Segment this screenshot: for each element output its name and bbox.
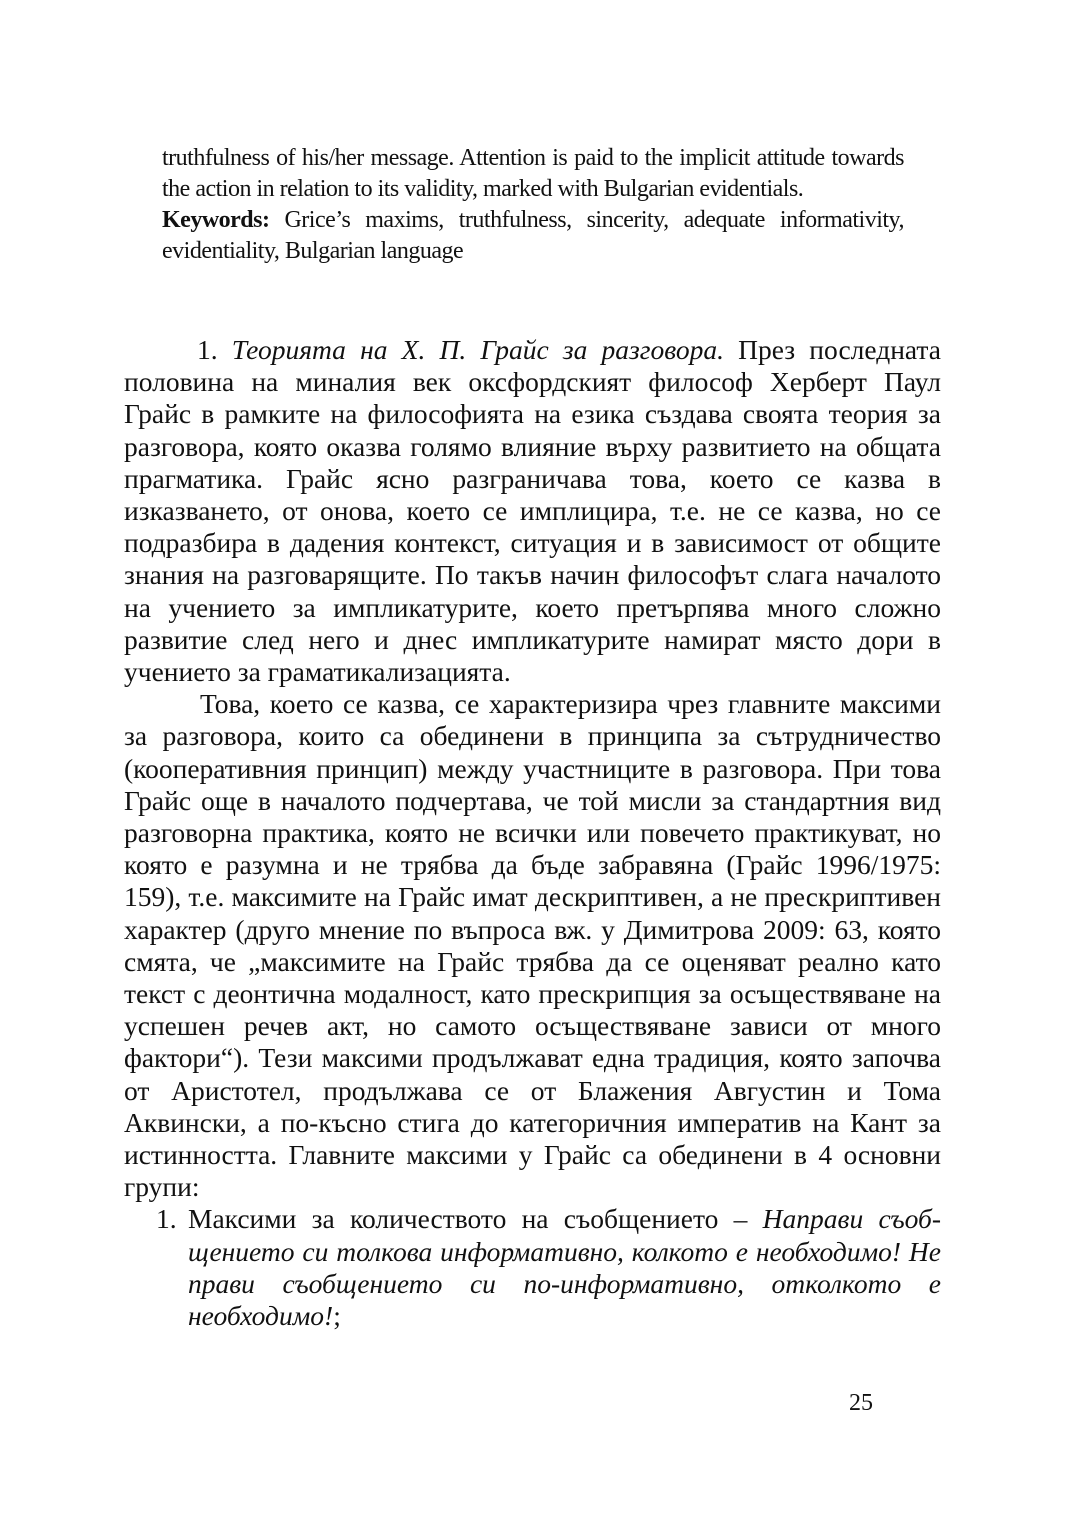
maxims-list bbox=[124, 1203, 941, 1332]
page-number: 25 bbox=[849, 1390, 873, 1416]
list-item-text: Максими за количеството на съобщението – bbox=[188, 1203, 763, 1235]
paragraph-1-text: През последната половина на миналия век оксфордският философ Херберт Паул Грайс в рамките на философията на езика създава своята теория за разговора, която оказва голямо влияние върху развитието на общата прагматика. Грайс ясно разграничава това, което се казва в изказването, от онова, което се имплицира, т.е. не се казва, но се подразбира в дадения контекст, ситуация и в зависимост от общите знания на разговарящите. По такъв начин философът слага началото на учението за импликатурите, което претърпява много сложно развитие след него и днес импликатурите намират място дори в учението за граматикализацията. bbox=[124, 334, 941, 688]
paragraph-1 bbox=[124, 334, 941, 688]
abstract-block bbox=[162, 143, 904, 267]
abstract-text: truthfulness of his/her message. Attention is paid to the implicit attitude towards the action in relation to its validity, marked with Bulgarian evidentials. bbox=[162, 145, 904, 202]
main-text bbox=[124, 334, 941, 1332]
paragraph-2: Това, което се казва, се характеризира чрез главните максими за разговора, които са обединени в принципа за сътрудничество (кооперативния принцип) между участниците в разговора. При това Грайс още в началото подчертава, че той мисли за стандартния вид разговорна практика, която не всички или повечето практикуват, но която е разумна и не трябва да бъде забравяна (Грайс 1996/1975: 159), т.е. максимите на Грайс имат дескриптивен, а не прескриптивен характер (друго мнение по въпроса вж. у Димитрова 2009: 63, която смята, че „максимите на Грайс трябва да се оценяват реално като текст с деонтична модалност, като прескрипция за осъществяване на успешен речев акт, но самото осъществяване зависи от много фактори“). Тези максими продължават една традиция, която започва от Аристотел, продължава се от Блажения Августин и Тома Аквински, а по-късно стига до категоричния императив на Кант за истинността. Главните максими у Грайс са обединени в 4 основни групи: bbox=[124, 688, 941, 1203]
list-item-italic-text: Направи съоб-щението си толкова информативно, колкото е необходимо! Не прави съобщението си по-информативно, отколкото е необходимо! bbox=[188, 1203, 941, 1332]
keywords-label: Keywords: bbox=[162, 207, 270, 233]
section-number: 1. bbox=[197, 334, 232, 365]
list-item bbox=[124, 1203, 941, 1332]
list-item-tail: ; bbox=[333, 1300, 341, 1332]
list-item-number: 1. bbox=[156, 1203, 177, 1235]
keywords-line bbox=[162, 205, 904, 267]
section-heading: Теорията на Х. П. Грайс за разговора. bbox=[231, 334, 724, 365]
keywords-text: Grice’s maxims, truthfulness, sincerity, adequate informativity, evidentiality, Bulgarian language bbox=[162, 207, 904, 264]
